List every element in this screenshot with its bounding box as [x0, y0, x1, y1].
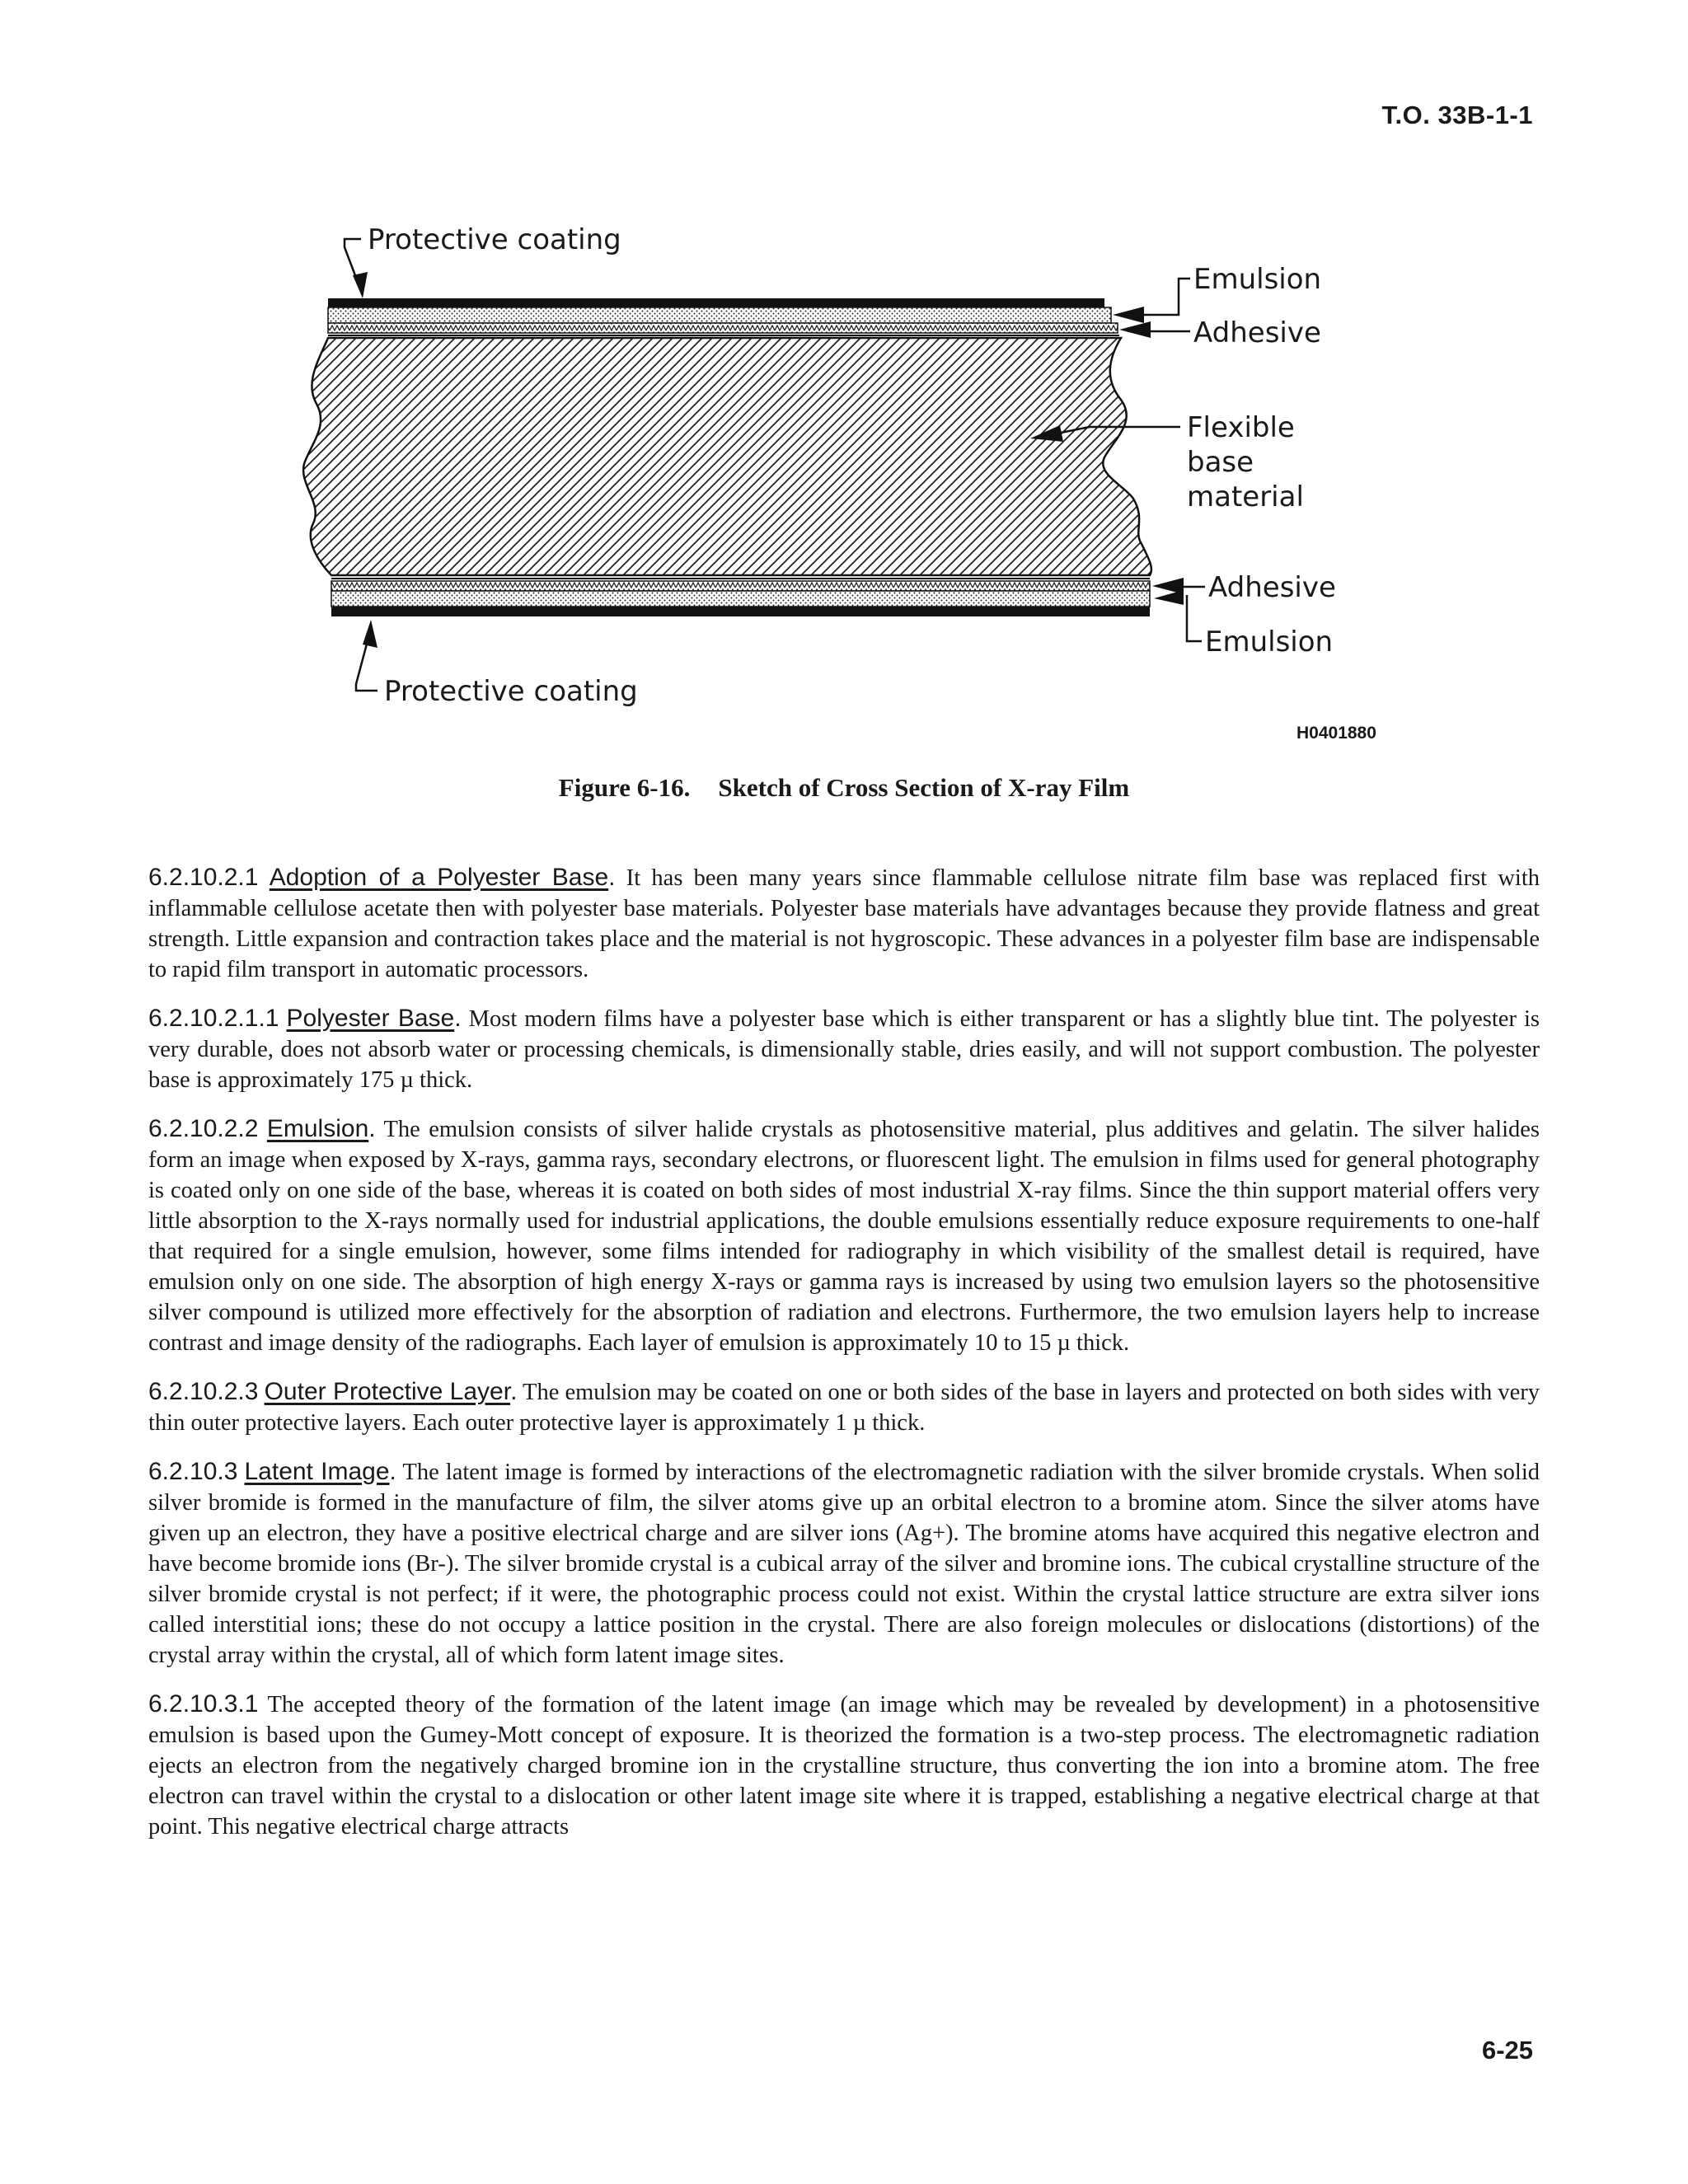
- top-protective-coating-layer: [328, 298, 1104, 307]
- figure-caption-number: Figure 6-16.: [558, 773, 691, 802]
- bottom-protective-coating-layer: [331, 607, 1150, 616]
- section-title: Polyester Base: [286, 1005, 455, 1032]
- film-cross-section-drawing: [280, 206, 1434, 750]
- bottom-emulsion-leader: [1187, 595, 1202, 641]
- section-body: It has been many years since flammable cellulose nitrate film base was replaced first with inflammable cellulose acetate then with polyester base materials. Polyester base materials have advantages because they provide flatness and great strength. Little expansion and contraction takes place and the material is not hygroscopic. These advances in a polyester film base are indispensable to rapid film transport in automatic processors.: [148, 865, 1540, 982]
- top-emulsion-layer: [328, 307, 1111, 323]
- section-title: Outer Protective Layer: [264, 1378, 511, 1405]
- section-number: 6.2.10.3: [148, 1458, 238, 1485]
- section-title: Latent Image: [244, 1458, 390, 1485]
- bottom-protective-coating-label: Protective coating: [384, 675, 638, 708]
- top-emulsion-leader: [1141, 279, 1190, 315]
- figure-caption-title: Sketch of Cross Section of X-ray Film: [718, 773, 1130, 802]
- section-body: Most modern films have a polyester base which is either transparent or has a slightly blue tint. The polyester is very durable, does not absorb water or processing chemicals, is dimensionally stable, dries easily, and will not support combustion. The polyester base is approximately 175 µ thick.: [148, 1006, 1540, 1093]
- section-paragraph: [148, 1689, 1540, 1842]
- bottom-adhesive-label: Adhesive: [1208, 571, 1336, 604]
- bottom-emulsion-layer: [331, 591, 1150, 607]
- section-body: The latent image is formed by interactions of the electromagnetic radiation with the silver bromide crystals. When solid silver bromide is formed in the manufacture of film, the silver atoms give up an orbital electron to a bromine atom. Since the silver atoms have given up an electron, they have a positive electrical charge and are silver ions (Ag+). The bromine atoms have acquired this negative electron and have become bromide ions (Br-). The silver bromide crystal is a cubical array of the silver and bromine ions. The cubical crystalline structure of the silver bromide crystal is not perfect; if it were, the photographic process could not exist. Within the crystal lattice structure are extra silver ions called interstitial ions; these do not occupy a lattice position in the crystal. There are also foreign molecules or dislocations (distortions) of the crystal array within the crystal, all of which form latent image sites.: [148, 1460, 1540, 1668]
- figure-code: H0401880: [1296, 724, 1376, 743]
- section-body: The accepted theory of the formation of the latent image (an image which may be revealed by development) in a photosensitive emulsion is based upon the Gumey-Mott concept of exposure. It is theorized the formation is a two-step process. The electromagnetic radiation ejects an electron from the negatively charged bromine ion in the crystalline structure, thus converting the ion into a bromine atom. The free electron can travel within the crystal to a dislocation or other latent image site where it is trapped, establishing a negative electrical charge at that point. This negative electrical charge attracts: [148, 1692, 1540, 1840]
- bottom-emulsion-label: Emulsion: [1205, 626, 1334, 658]
- section-paragraph: 6.2.10.3 Latent Image. The latent image is formed by interactions of the electromagnetic radiation with the silver bromide crystals. When solid silver bromide is formed in the manufacture of film, the silver atoms give up an orbital electron to a bromine atom. Since the silver atoms have given up an electron, they have a positive electrical charge and are silver ions (Ag+). The bromine atoms have acquired this negative electron and have become bromide ions (Br-). The silver bromide crystal is a cubical array of the silver and bromine ions. The cubical crystalline structure of the silver bromide crystal is not perfect; if it were, the photographic process could not exist. Within the crystal lattice structure are extra silver ions called interstitial ions; these do not occupy a lattice position in the crystal. There are also foreign molecules or dislocations (distortions) of the crystal array within the crystal, all of which form latent image sites.: [148, 1458, 1540, 1668]
- film-cross-section-figure: [280, 206, 1434, 750]
- section-paragraph: 6.2.10.2.3 Outer Protective Layer. The emulsion may be coated on one or both sides of the base in layers and protected on both sides with very thin outer protective layers. Each outer protective layer is approximately 1 µ thick.: [148, 1378, 1540, 1436]
- section-number: 6.2.10.2.1: [148, 864, 259, 891]
- top-protective-coating-label: Protective coating: [368, 223, 621, 256]
- section-body: The emulsion may be coated on one or both sides of the base in layers and protected on both sides with very thin outer protective layers. Each outer protective layer is approximately 1 µ thick.: [148, 1380, 1540, 1436]
- flexible-base-label-line1: Flexible: [1187, 411, 1295, 444]
- section-paragraph: 6.2.10.2.2 Emulsion. The emulsion consists of silver halide crystals as photosensitive material, plus additives and gelatin. The silver halides form an image when exposed by X-rays, gamma rays, secondary electrons, or fluorescent light. The emulsion in films used for general photography is coated only on one side of the base, whereas it is coated on both sides of most industrial X-ray films. Since the thin support material offers very little absorption to the X-rays normally used for industrial applications, the double emulsions essentially reduce exposure requirements to one-half that required for a single emulsion, however, some films intended for radiography in which visibility of the smallest detail is required, have emulsion only on one side. The absorption of high energy X-rays or gamma rays is increased by using two emulsion layers so the photosensitive silver compound is utilized more effectively for the absorption of radiation and electrons. Furthermore, the two emulsion layers help to increase contrast and image density of the radiographs. Each layer of emulsion is approximately 10 to 15 µ thick.: [148, 1115, 1540, 1356]
- bottom-adhesive-layer: [331, 581, 1150, 591]
- top-adhesive-layer: [328, 323, 1118, 333]
- section-title: Emulsion: [266, 1115, 369, 1142]
- section-number: 6.2.10.3.1: [148, 1690, 259, 1718]
- flexible-base-label-line2: base: [1187, 446, 1254, 479]
- top-emulsion-label: Emulsion: [1193, 263, 1322, 296]
- top-adhesive-label: Adhesive: [1193, 316, 1321, 349]
- flexible-base-label-line3: material: [1187, 480, 1304, 513]
- section-number: 6.2.10.2.3: [148, 1378, 259, 1405]
- base-material-layer: [303, 338, 1151, 575]
- section-paragraph: 6.2.10.2.1.1 Polyester Base. Most modern films have a polyester base which is either transparent or has a slightly blue tint. The polyester is very durable, does not absorb water or processing chemicals, is dimensionally stable, dries easily, and will not support combustion. The polyester base is approximately 175 µ thick.: [148, 1005, 1540, 1093]
- document-id: T.O. 33B-1-1: [1381, 101, 1533, 129]
- section-body: The emulsion consists of silver halide crystals as photosensitive material, plus additives and gelatin. The silver halides form an image when exposed by X-rays, gamma rays, secondary electrons, or fluorescent light. The emulsion in films used for general photography is coated only on one side of the base, whereas it is coated on both sides of most industrial X-ray films. Since the thin support material offers very little absorption to the X-rays normally used for industrial applications, the double emulsions essentially reduce exposure requirements to one-half that required for a single emulsion, however, some films intended for radiography in which visibility of the smallest detail is required, have emulsion only on one side. The absorption of high energy X-rays or gamma rays is increased by using two emulsion layers so the photosensitive silver compound is utilized more effectively for the absorption of radiation and electrons. Furthermore, the two emulsion layers help to increase contrast and image density of the radiographs. Each layer of emulsion is approximately 10 to 15 µ thick.: [148, 1117, 1540, 1356]
- section-number: 6.2.10.2.1.1: [148, 1005, 279, 1032]
- figure-caption: [0, 773, 1688, 803]
- section-number: 6.2.10.2.2: [148, 1115, 259, 1142]
- page-number: 6-25: [1481, 2036, 1533, 2064]
- body-text: [148, 862, 1540, 1860]
- section-paragraph: 6.2.10.2.1 Adoption of a Polyester Base. It has been many years since flammable cellulose nitrate film base was replaced first with inflammable cellulose acetate then with polyester base materials. Polyester base materials have advantages because they provide flatness and great strength. Little expansion and contraction takes place and the material is not hygroscopic. These advances in a polyester film base are indispensable to rapid film transport in automatic processors.: [148, 864, 1540, 982]
- section-title: Adoption of a Polyester Base: [269, 864, 609, 891]
